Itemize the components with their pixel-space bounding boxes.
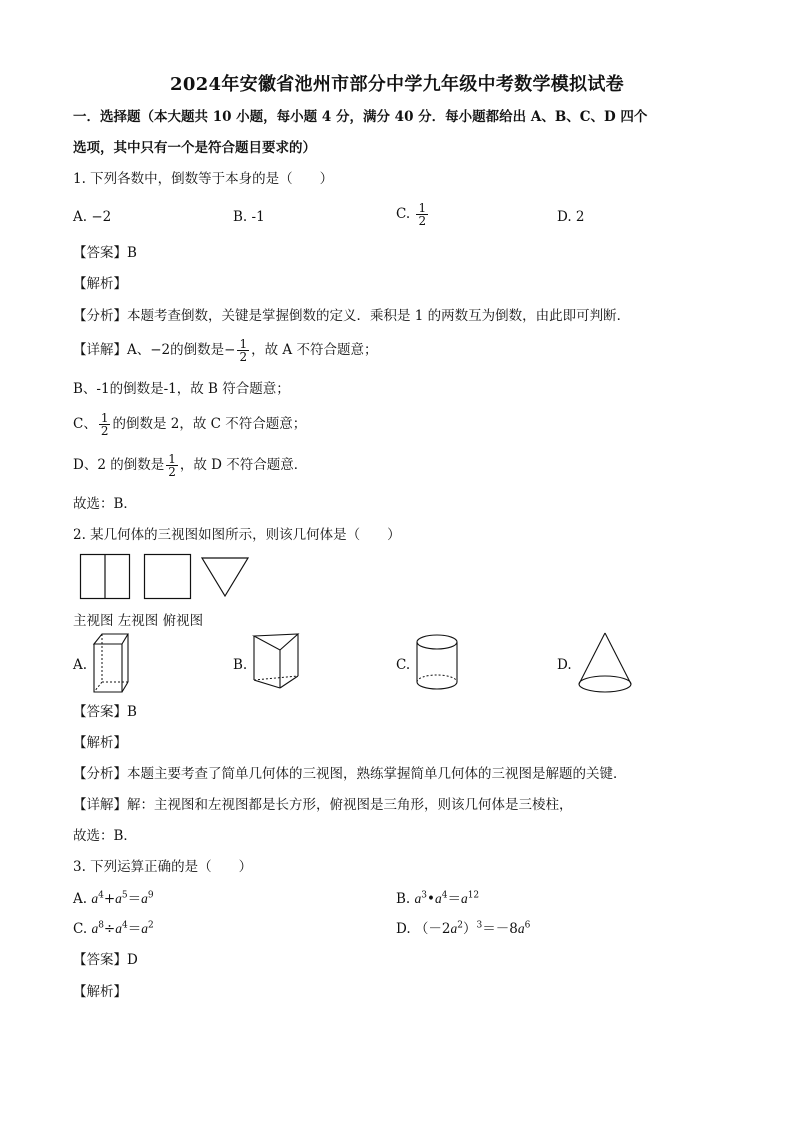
- q2-analysis-label: 【解析】: [73, 735, 127, 751]
- q3-option-b: B. $a^3•a^4=a^{12}$: [396, 890, 480, 907]
- q1-option-c-fraction: [416, 202, 428, 227]
- q1-detail-a-fraction: [237, 338, 249, 363]
- section-heading-line2: 选项，其中只有一个是符合题目要求的）: [73, 140, 316, 156]
- q1-choose: 故选：B．: [73, 496, 137, 512]
- q1-detail-a-pre: 【详解】A、−2的倒数是−: [73, 342, 236, 358]
- q1-detail-d-post: ，故 D 不符合题意．: [179, 457, 308, 473]
- three-views-caption: 主视图 左视图 俯视图: [73, 613, 204, 629]
- q1-detail-c: [73, 412, 306, 437]
- fraction-denominator: 2: [239, 350, 248, 364]
- q2-option-a: A.: [73, 657, 88, 673]
- q1-option-c: [396, 202, 430, 227]
- fraction-denominator: 2: [418, 214, 427, 228]
- q2-detail: 【详解】解：主视图和左视图都是长方形，俯视图是三角形，则该几何体是三棱柱，: [73, 797, 573, 813]
- rectangular-prism-icon: [92, 632, 132, 694]
- q1-analysis-label: 【解析】: [73, 276, 127, 292]
- q1-detail-d: [73, 453, 307, 478]
- fraction-denominator: 2: [100, 424, 109, 438]
- q3-option-d: D. $(-2a^2)^3=-8a^6$: [396, 920, 531, 937]
- cylinder-icon: [416, 634, 460, 692]
- q3-stem: 3. 下列运算正确的是（ ）: [73, 859, 253, 875]
- q3-answer: 【答案】D: [73, 952, 138, 968]
- q2-option-d: D.: [557, 657, 572, 673]
- q1-detail-a: [73, 338, 377, 363]
- q1-option-b: B. -1: [233, 209, 265, 225]
- q1-option-d: D. 2: [557, 209, 585, 225]
- q1-detail-a-post: ，故 A 不符合题意；: [251, 342, 378, 358]
- q1-answer: 【答案】B: [73, 245, 137, 261]
- fraction-numerator: 1: [168, 452, 176, 466]
- q3-analysis-label: 【解析】: [73, 984, 127, 1000]
- three-views-figure: [80, 554, 260, 602]
- q1-option-c-prefix: C.: [396, 206, 411, 222]
- fraction-numerator: 1: [100, 411, 109, 425]
- side-view-icon: [145, 555, 191, 599]
- q1-option-a: A. −2: [73, 209, 112, 225]
- q2-choose: 故选：B．: [73, 828, 137, 844]
- cone-icon: [578, 632, 634, 694]
- fraction-numerator: 1: [239, 337, 248, 351]
- fraction-denominator: 2: [168, 465, 176, 479]
- front-view-icon: [81, 555, 130, 599]
- q2-fenxi: 【分析】本题主要考查了简单几何体的三视图，熟练掌握简单几何体的三视图是解题的关键．: [73, 766, 627, 782]
- q2-stem: 2. 某几何体的三视图如图所示，则该几何体是（ ）: [73, 527, 401, 543]
- q2-answer: 【答案】B: [73, 704, 137, 720]
- fraction-numerator: 1: [418, 201, 427, 215]
- q1-fenxi: 【分析】本题考查倒数，关键是掌握倒数的定义．乘积是 1 的两数互为倒数，由此即可判断．: [73, 308, 631, 324]
- q2-option-c: C.: [396, 657, 411, 673]
- q1-detail-d-fraction: [166, 453, 178, 478]
- section-heading-line1: 一．选择题（本大题共 10 小题，每小题 4 分，满分 40 分．每小题都给出 A、B、C、D 四个: [73, 109, 648, 125]
- q3-option-a: A. $a^4+a^5=a^9$: [73, 890, 154, 907]
- q1-detail-b: B、-1的倒数是-1，故 B 符合题意；: [73, 381, 290, 397]
- q1-detail-c-fraction: [99, 412, 111, 437]
- q1-detail-c-pre: C、: [73, 416, 97, 432]
- q1-detail-d-pre: D、2 的倒数是: [73, 457, 165, 473]
- q3-option-c: C. $a^8\div a^4=a^2$: [73, 920, 154, 937]
- q2-option-b: B.: [233, 657, 248, 673]
- top-view-icon: [202, 558, 248, 596]
- q1-stem: 1. 下列各数中，倒数等于本身的是（ ）: [73, 171, 334, 187]
- q1-detail-c-post: 的倒数是 2，故 C 不符合题意；: [112, 416, 307, 432]
- triangular-prism-icon: [252, 632, 302, 690]
- page-title: 2024年安徽省池州市部分中学九年级中考数学模拟试卷: [170, 74, 624, 95]
